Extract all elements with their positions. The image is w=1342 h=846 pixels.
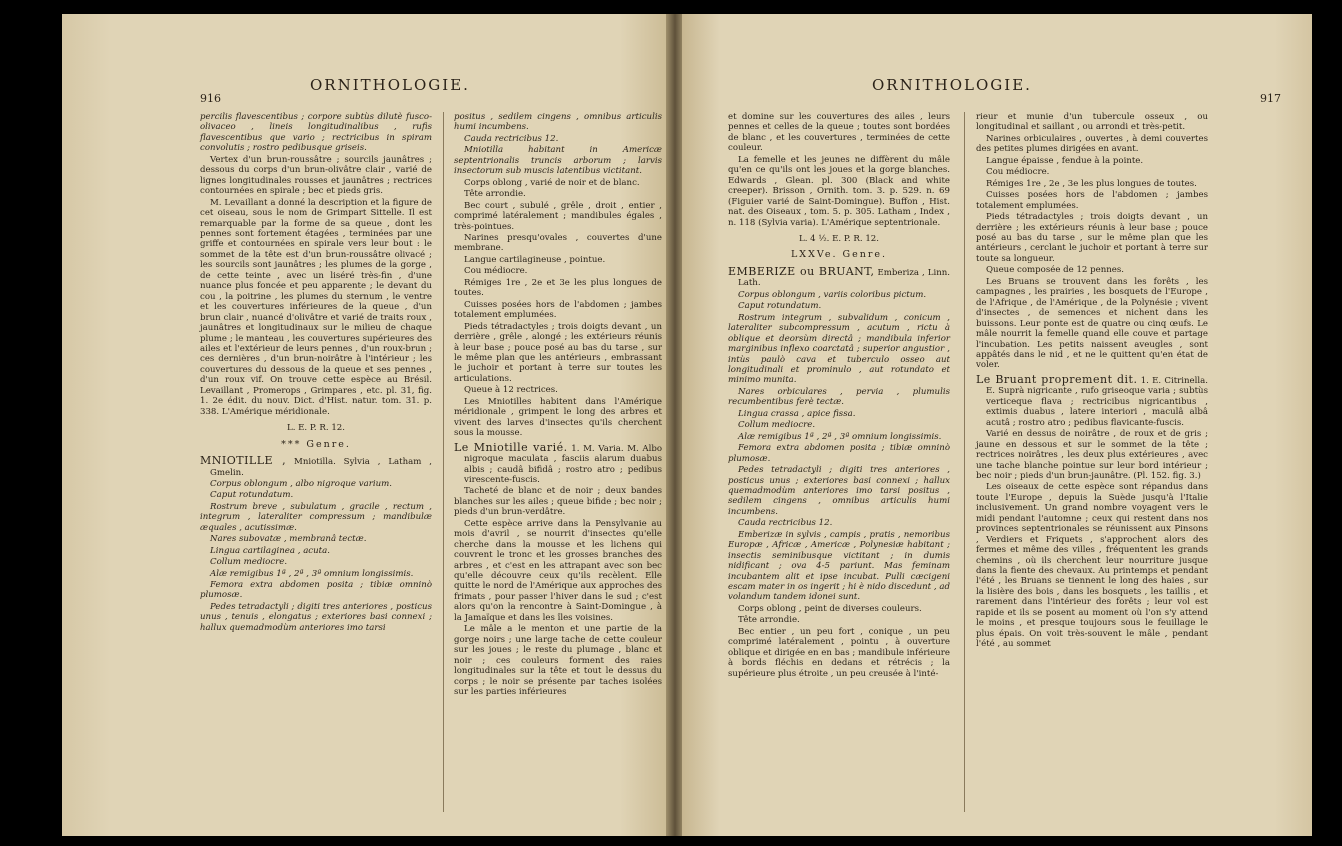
paragraph: Varié en dessus de noirâtre , de roux et de gris ; jaune en dessous et sur le sommet de la tête ; rectrices noirâtres , les deux plus extérieures , avec une tache blanche pointue sur leur bord intérieur ; bec noir ; pieds d'un brun-jaunâtre. (Pl. 152. fig. 3.) (976, 429, 1208, 481)
paragraph: Cauda rectricibus 12. (464, 133, 559, 144)
paragraph: Queue à 12 rectrices. (464, 385, 558, 396)
paragraph: Nares subovatæ , membranâ tectæ. (210, 534, 367, 545)
right-column-1 (728, 112, 950, 680)
paragraph: L. 4 ½. E. P. R. 12. (798, 233, 879, 244)
paragraph: La femelle et les jeunes ne diffèrent du mâle qu'en ce qu'ils ont les joues et la gorge blanches. Edwards , Glean. pl. 300 (Black and white creeper). Brisson , Ornith. tom. 3. p. 529. n. 69 (Figuier varié de Saint-Domingue). Buffon , Hist. nat. des Oiseaux , tom. 5. p. 305. Latham , Index , n. 118 (Sylvia varia). L'Amérique septentrionale. (728, 154, 950, 228)
paragraph: Les Bruans se trouvent dans les forêts , les campagnes , les prairies , les bosquets de l'Europe , de l'Afrique , de l'Amérique , de la Polynésie ; vivent d'insectes , de semences et nichent dans les buissons. Leur ponte est de quatre ou cinq œufs. Le mâle nourrit la femelle quand elle couve et partage l'incubation. Les petits naissent aveugles , sont appâtés dans le nid , et ne le quittent qu'en état de voler. (976, 276, 1208, 371)
left-column-2 (454, 112, 662, 698)
paragraph: Corps oblong , varié de noir et de blanc. (464, 177, 640, 188)
paragraph: Rémiges 1re , 2e , 3e les plus longues de toutes. (986, 178, 1197, 189)
paragraph: Pieds tétradactyles ; trois doigts devant , un derrière ; les extérieurs réunis à leur base ; pouce posé au bas du tarse , sur le même plan que les antérieurs , cerclant le juchoir et portant à terre sur toute sa longueur. (976, 212, 1208, 264)
paragraph: Les oiseaux de cette espèce sont répandus dans toute l'Europe , depuis la Suède jusqu'à l'Italie inclusivement. Un grand nombre voyagent vers le midi pendant l'automne ; ceux qui restent dans nos provinces septentrionales se réunissent aux Pinsons , Verdiers et Friquets , s'approchent alors des fermes et même des villes , fréquentent les grands chemins , où ils cherchent leur nourriture jusque dans la fiente des chevaux. Au printemps et pendant l'été , les Bruans se tiennent le long des haies , sur la lisière des bois , dans les bosquets , les taillis , et rarement dans l'intérieur des forêts ; leur vol est rapide et ils se posent au moment où l'on s'y attend le moins , et presque toujours sous le feuillage le plus épais. On voit très-souvent le mâle , pendant l'été , au sommet (976, 482, 1208, 650)
paragraph: Corpus oblongum , variis coloribus pictum. (738, 289, 927, 300)
paragraph: Pieds tétradactyles ; trois doigts devant , un derrière , grêle , alongé ; les extérieurs réunis à leur base ; pouce posé au bas du tarse , sur le même plan que les antérieurs , embrassant le juchoir et portant à terre sur toutes les articulations. (454, 321, 662, 384)
paragraph: Les Mniotilles habitent dans l'Amérique méridionale , grimpent le long des arbres et vivent des larves d'insectes qu'ils cherchent sous la mousse. (454, 396, 662, 439)
paragraph: Mniotilla habitant in Americæ septentrionalis truncis arborum ; larvis insectorum sub muscis latentibus victitant. (454, 145, 662, 177)
genus-heading: *** Genre. (281, 438, 351, 450)
paragraph: Cou médiocre. (464, 266, 528, 277)
paragraph (200, 456, 432, 478)
paragraph: Tacheté de blanc et de noir ; deux bandes blanches sur les ailes ; queue bifide ; bec noir ; pieds d'un brun-verdâtre. (454, 486, 662, 518)
left-running-head: ORNITHOLOGIE. (310, 76, 470, 94)
paragraph: Femora extra abdomen posita ; tibiæ omninò plumosæ. (200, 580, 432, 601)
paragraph (976, 372, 1208, 428)
paragraph: Bec court , subulé , grêle , droit , entier , comprimé latéralement ; mandibules égales , très-pointues. (454, 200, 662, 232)
paragraph: Tête arrondie. (738, 615, 800, 626)
paragraph: Alæ remigibus 1ª , 2ª , 3ª omnium longissimis. (210, 568, 414, 579)
paragraph: Tête arrondie. (464, 189, 526, 200)
paragraph (454, 440, 662, 486)
paragraph: Corps oblong , peint de diverses couleurs. (738, 603, 922, 614)
entry-title: MNIOTILLE , (200, 454, 287, 468)
paragraph: Lingua cartilaginea , acuta. (210, 545, 330, 556)
entry-title: EMBERIZE ou BRUANT, (728, 264, 875, 278)
paragraph: Caput rotundatum. (210, 490, 294, 501)
paragraph: Nares orbiculares , pervia , plumulis recumbentibus ferè tectæ. (728, 386, 950, 408)
paragraph: L. E. P. R. 12. (286, 423, 345, 434)
paragraph: Pedes tetradactyli ; digiti tres anteriores , posticus unus , tenuis , elongatus ; exteriores basi connexi ; hallux quemadmodùm anteriores imo tarsi (200, 601, 432, 633)
right-page (682, 14, 1312, 836)
entry-text: 1. E. Citrinella. E. Suprà nigricante , rufo griseoque varia ; subtùs verticeque flava ; rectricibus nigricantibus , extimis duabus , latere interiori , maculâ albâ acutâ ; rostro atro ; pedibus flavicante-fuscis. (986, 375, 1208, 428)
paragraph: Femora extra abdomen posita ; tibiæ omninò plumosæ. (728, 443, 950, 464)
paragraph: et domine sur les couvertures des ailes , leurs pennes et celles de la queue ; toutes sont bordées de blanc , et les couvertures , terminées de cette couleur. (728, 112, 950, 154)
paragraph: Queue composée de 12 pennes. (986, 265, 1125, 276)
paragraph: Cou médiocre. (986, 167, 1050, 178)
paragraph: Narines presqu'ovales , couvertes d'une membrane. (454, 232, 662, 254)
paragraph: Narines orbiculaires , ouvertes , à demi couvertes des petites plumes dirigées en avant. (976, 133, 1208, 155)
paragraph: M. Levaillant a donné la description et la figure de cet oiseau, sous le nom de Grimpart Sittelle. Il est remarquable par la forme de sa queue , dont les pennes sont fortement étagées , terminées par une griffe et contournées en spirale vers leur bout : le sommet de la tête est d'un brun-roussâtre olivacé ; les sourcils sont jaunâtres ; les plumes de la gorge , de cette teinte , avec un liséré très-fin , d'une nuance plus foncée et peu apparente ; le devant du cou , la poitrine , les plumes du sternum , le ventre et les couvertures inférieures de la queue , d'un brun clair , nuancé d'olivâtre et varié de traits roux , jaunâtres et longitudinaux sur le milieu de chaque plume ; le manteau , les couvertures supérieures des ailes et l'extérieur de leurs pennes , d'un roux-brun ; ces dernières , d'un brun-noirâtre à l'intérieur ; les couvertures du dessous de la queue et ses pennes , d'un roux vif. On trouve cette espèce au Brésil. Levaillant , Promerops , Grimpares , etc. pl. 31, fig. 1. 2e édit. du nouv. Dict. d'Hist. natur. tom. 31. p. 338. L'Amérique méridionale. (200, 197, 432, 417)
paragraph: Caput rotundatum. (738, 301, 822, 312)
right-page-number: 917 (1260, 92, 1281, 105)
entry-title: Le Mniotille varié. (454, 440, 568, 454)
paragraph: Cuisses posées hors de l'abdomen ; jambes totalement emplumées. (976, 190, 1208, 211)
paragraph: Rostrum breve , subulatum , gracile , rectum , integrum , lateraliter compressum ; mandibulæ æquales , acutissimæ. (200, 501, 432, 533)
paragraph: Langue cartilagineuse , pointue. (464, 254, 606, 265)
paragraph: Rostrum integrum , subvalidum , conicum , lateraliter subcompressum , acutum , rictu à oblique et deorsùm directâ ; mandibula inferior marginibus inflexo coarctatâ ; superior angustior , intùs paulò cava et tuberculo osseo aut longitudinali et prominulo , aut rotundato et minimo munita. (728, 312, 950, 386)
entry-text: 1. M. Varia. M. Albo nigroque maculata , fasciis alarum duabus albis ; caudâ bifidâ ; rostro atro ; pedibus virescente-fuscis. (464, 443, 662, 485)
paragraph: rieur et munie d'un tubercule osseux , ou longitudinal et saillant , ou arrondi et très-petit. (976, 112, 1208, 133)
paragraph: Corpus oblongum , albo nigroque varium. (210, 478, 392, 489)
paragraph: positus , sedilem cingens , omnibus articulis humi incumbens. (454, 112, 662, 133)
genus-heading: LXXVe. Genre. (791, 249, 887, 261)
paragraph: Lingua crassa , apice fissa. (738, 408, 856, 419)
right-running-head: ORNITHOLOGIE. (872, 76, 1032, 94)
entry-text: Emberiza , Linn. Lath. (738, 267, 950, 289)
paragraph: Pedes tetradactyli ; digiti tres anteriores , posticus unus ; exteriores basi connexi ; hallux quemadmodùm anteriores imo tarsi positus , sedilem cingens , omnibus articulis humi incumbens. (728, 465, 950, 517)
entry-title: Le Bruant proprement dit. (976, 372, 1138, 386)
paragraph: Cette espèce arrive dans la Pensylvanie au mois d'avril , se nourrit d'insectes qu'elle cherche dans la mousse et les lichens qui couvrent le tronc et les grosses branches des arbres , et c'est en les attrapant avec son bec qu'elle découvre ceux qu'ils recèlent. Elle quitte le nord de l'Amérique aux approches des frimats , pour passer l'hiver dans le sud ; c'est alors qu'on la rencontre à Saint-Domingue , à la Jamaïque et dans les îles voisines. (454, 518, 662, 623)
right-column-2 (976, 112, 1208, 651)
right-column-divider (964, 112, 965, 812)
paragraph: Alæ remigibus 1ª , 2ª , 3ª omnium longissimis. (738, 431, 942, 442)
paragraph: Le mâle a le menton et une partie de la gorge noirs ; une large tache de cette couleur sur les joues ; le reste du plumage , blanc et noir ; ces couleurs forment des raies longitudinales sur la tête et tout le dessus du corps ; le noir se présente par taches isolées sur les parties inférieures (454, 624, 662, 698)
left-page (62, 14, 668, 836)
left-page-number: 916 (200, 92, 221, 105)
paragraph: Emberizæ in sylvis , campis , pratis , nemoribus Europæ , Africæ , Americæ , Polynesiæ habitant ; insectis seminibusque victitant ; in dumis nidificant ; ova 4-5 pariunt. Mas feminam incubantem alit et ipse incubat. Pulli cæcigeni escam mater in os ingerit ; hi è nido discedunt , ad volandum tandem idonei sunt. (728, 529, 950, 603)
paragraph: Cauda rectricibus 12. (738, 518, 833, 529)
paragraph: Langue épaisse , fendue à la pointe. (986, 155, 1144, 166)
paragraph: Cuisses posées hors de l'abdomen ; jambes totalement emplumées. (454, 299, 662, 321)
paragraph: Vertex d'un brun-roussâtre ; sourcils jaunâtres ; dessous du corps d'un brun-olivâtre clair , varié de lignes longitudinales rousses et jaunâtres ; rectrices contournées en spirale ; bec et pieds gris. (200, 154, 432, 197)
paragraph: Collum mediocre. (210, 557, 288, 568)
paragraph: percilis flavescentibus ; corpore subtùs dilutè fusco-olivaceo , lineis longitudinalibus , rufis flavescentibus que vario ; rectricibus in spiram convolutis ; rostro pedibusque griseis. (200, 112, 432, 154)
left-column-1 (200, 112, 432, 634)
paragraph: Bec entier , un peu fort , conique , un peu comprimé latéralement , pointu , à ouverture oblique et dirigée en en bas ; mandibule inférieure à bords fléchis en dedans et rétrécis ; la supérieure plus étroite , un peu creusée à l'inté- (728, 626, 950, 679)
paragraph: Collum mediocre. (738, 420, 816, 431)
paragraph: Rémiges 1re , 2e et 3e les plus longues de toutes. (454, 277, 662, 299)
left-column-divider (443, 112, 444, 812)
entry-text: Mniotilla. Sylvia , Latham , Gmelin. (210, 457, 432, 478)
paragraph (728, 264, 950, 289)
